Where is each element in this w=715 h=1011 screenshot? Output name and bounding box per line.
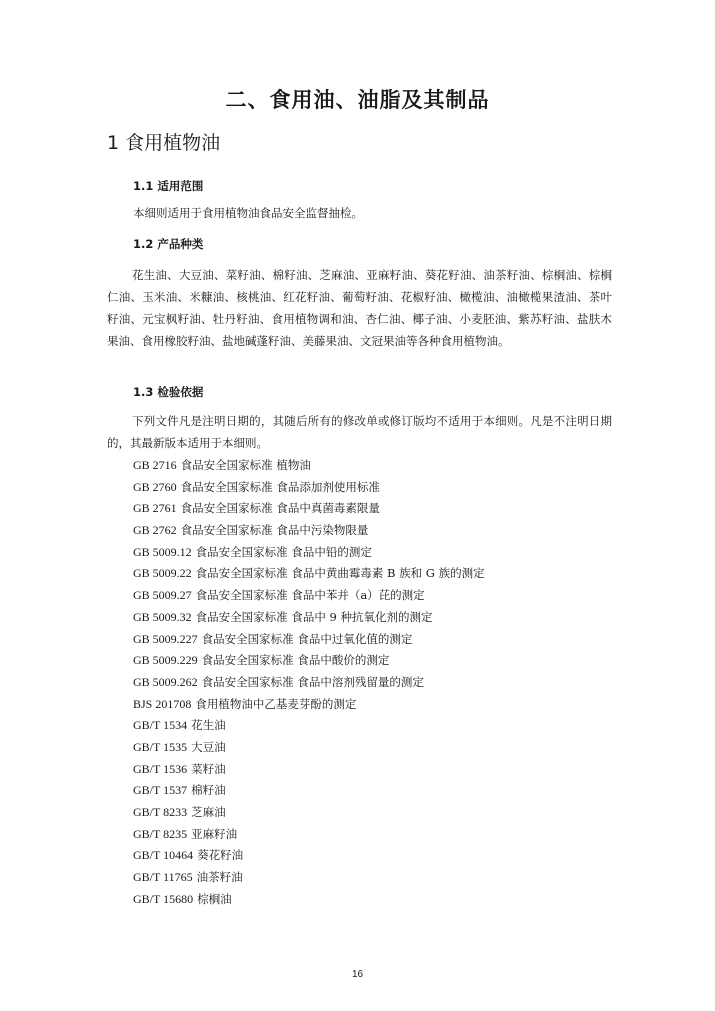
standard-item — [133, 477, 485, 499]
standard-name: 食品安全国家标准 食品中真菌毒素限量 — [180, 501, 380, 516]
standard-name: 食品安全国家标准 食品中酸价的测定 — [201, 653, 390, 668]
standard-item — [133, 759, 485, 781]
standard-code: GB 2760 — [133, 479, 177, 494]
scope-text: 本细则适用于食用植物油食品安全监督抽检。 — [133, 206, 363, 220]
heading-product-types: 1.2 产品种类 — [133, 237, 204, 251]
standard-code: GB/T 8235 — [133, 826, 188, 841]
standard-name: 食品安全国家标准 食品添加剂使用标准 — [180, 479, 380, 494]
standard-item — [133, 629, 485, 651]
standard-item — [133, 498, 485, 520]
standard-item — [133, 867, 485, 889]
standards-list — [133, 455, 485, 910]
product-types-text: 花生油、大豆油、菜籽油、棉籽油、芝麻油、亚麻籽油、葵花籽油、油茶籽油、棕榈油、棕榈仁油、玉米油、米糠油、核桃油、红花籽油、葡萄籽油、花椒籽油、橄榄油、油橄榄果渣油、茶叶籽油、元宝枫籽油、牡丹籽油、食用植物调和油、杏仁油、椰子油、小麦胚油、紫苏籽油、盐肤木果油、食用橡胶籽油、盐地碱蓬籽油、美藤果油、文冠果油等各种食用植物油。 — [107, 268, 612, 348]
standard-item — [133, 889, 485, 911]
heading-scope: 1.1 适用范围 — [133, 179, 204, 193]
standard-name: 食品安全国家标准 食品中污染物限量 — [180, 523, 369, 538]
standard-code: GB/T 1534 — [133, 718, 188, 733]
standard-code: GB/T 15680 — [133, 891, 194, 906]
standard-code: GB 5009.229 — [133, 653, 198, 668]
standard-name: 食品安全国家标准 食品中 9 种抗氧化剂的测定 — [195, 609, 433, 624]
standard-code: GB 5009.22 — [133, 566, 192, 581]
standard-code: GB 2716 — [133, 458, 177, 472]
chapter-title: 二、食用油、油脂及其制品 — [225, 88, 490, 112]
standard-item — [133, 672, 485, 694]
standard-code: GB 2762 — [133, 523, 177, 538]
standard-name: 食品安全国家标准 食品中苯并（a）芘的测定 — [195, 588, 425, 603]
standard-item — [133, 650, 485, 672]
standard-name: 食品安全国家标准 食品中溶剂残留量的测定 — [201, 674, 424, 689]
standard-code: GB 5009.32 — [133, 609, 192, 624]
standard-item — [133, 520, 485, 542]
standard-code: GB/T 1536 — [133, 761, 188, 776]
section-title: 1 食用植物油 — [107, 132, 221, 154]
standard-name: 葵花籽油 — [197, 848, 244, 863]
standard-code: BJS 201708 — [133, 696, 192, 711]
standard-item — [133, 824, 485, 846]
standard-name: 油茶籽油 — [196, 870, 243, 885]
standard-item — [133, 802, 485, 824]
standard-item — [133, 694, 485, 716]
inspection-basis-text: 下列文件凡是注明日期的，其随后所有的修改单或修订版均不适用于本细则。凡是不注明日期的，其最新版本适用于本细则。 — [107, 414, 612, 450]
heading-inspection-basis: 1.3 检验依据 — [133, 385, 204, 399]
standard-code: GB 5009.27 — [133, 588, 192, 603]
standard-name: 棉籽油 — [191, 783, 226, 798]
standard-item — [133, 542, 485, 564]
standard-name: 食品安全国家标准 食品中黄曲霉毒素 B 族和 G 族的测定 — [195, 566, 485, 581]
standard-item — [133, 715, 485, 737]
standard-item — [133, 455, 485, 477]
standard-code: GB/T 1537 — [133, 783, 188, 798]
standard-code: GB/T 1535 — [133, 739, 188, 754]
standard-name: 食品安全国家标准 食品中过氧化值的测定 — [201, 631, 413, 646]
standard-code: GB 2761 — [133, 501, 177, 516]
standard-name: 大豆油 — [191, 739, 226, 754]
standard-name: 菜籽油 — [191, 761, 226, 776]
standard-code: GB/T 10464 — [133, 848, 194, 863]
standard-code: GB 5009.12 — [133, 544, 192, 559]
standard-item — [133, 607, 485, 629]
standard-item — [133, 737, 485, 759]
standard-code: GB 5009.262 — [133, 674, 198, 689]
page-number: 16 — [351, 969, 364, 980]
standard-name: 花生油 — [191, 718, 226, 733]
standard-name: 食品安全国家标准 植物油 — [180, 458, 311, 472]
standard-item — [133, 845, 485, 867]
standard-name: 食用植物油中乙基麦芽酚的测定 — [195, 696, 357, 711]
standard-item — [133, 563, 485, 585]
standard-name: 芝麻油 — [191, 805, 226, 819]
standard-code: GB 5009.227 — [133, 631, 198, 646]
standard-name: 食品安全国家标准 食品中铅的测定 — [195, 544, 372, 559]
standard-name: 棕榈油 — [197, 891, 232, 906]
standard-code: GB/T 11765 — [133, 870, 193, 885]
standard-item — [133, 585, 485, 607]
standard-code: GB/T 8233 — [133, 805, 188, 819]
standard-item — [133, 780, 485, 802]
standard-name: 亚麻籽油 — [191, 826, 238, 841]
